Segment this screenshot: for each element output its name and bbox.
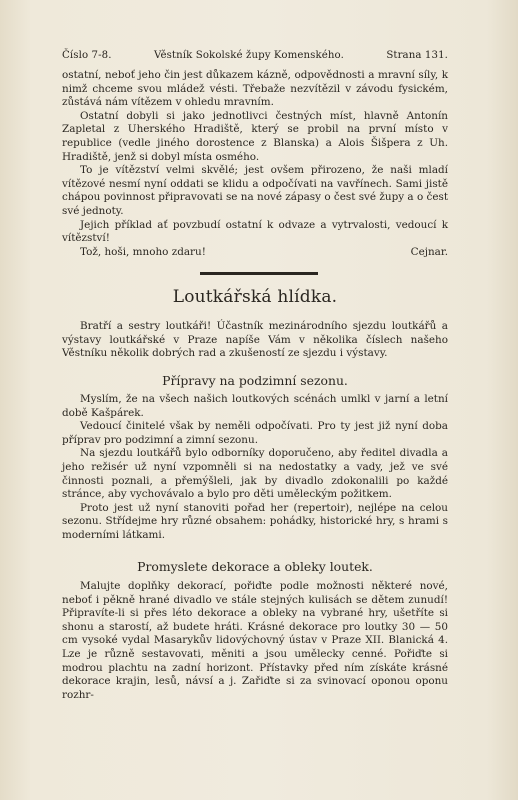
article-title: Loutkářská hlídka. xyxy=(172,287,338,307)
paragraph: To je vítězství velmi skvělé; jest ovšem přirozeno, že naši mladí vítězové nesmí nyní oddati se klidu a odpočívati na vavřínech. Sami jistě chápou povinnost připravovati se na nové zápasy o čest své župy a o čest své jednoty. xyxy=(62,164,448,217)
paragraph: Na sjezdu loutkářů bylo odborníky doporučeno, aby ředitel divadla a jeho režisér už nyní vzpomněli si na nedostatky a vady, jež ve své činnosti poznali, a přemýšleli, jak by divadlo zdokonalili po každé stránce, aby vychovávalo a bylo pro děti uměleckým požitkem. xyxy=(62,447,448,501)
section-1-body xyxy=(62,393,448,543)
closing-line xyxy=(62,246,448,260)
journal-name: Věstník Sokolské župy Komenského. xyxy=(153,50,344,61)
section-2-body xyxy=(62,580,448,702)
section-divider xyxy=(200,272,318,275)
paragraph: Myslím, že na všech našich loutkových scénách umlkl v jarní a letní době Kašpárek. xyxy=(62,393,448,419)
top-section xyxy=(62,69,448,259)
paragraph: Ostatní dobyli si jako jednotlivci čestných míst, hlavně Antonín Zapletal z Uherského Hradiště, který se probil na první místo v republice (vedle jiného dorostence z Blanska) a Alois Šišpera z Uh. Hradiště, jenž si dobyl místa osmého. xyxy=(62,109,448,163)
section-heading-2: Promyslete dekorace a obleky loutek. xyxy=(137,559,373,574)
author-signature: Cejnar. xyxy=(410,245,448,258)
closing-text: Tož, hoši, mnoho zdaru! xyxy=(80,245,206,258)
paragraph: Vedoucí činitelé však by neměli odpočívati. Pro ty jest již nyní doba příprav pro podzimní a zimní sezonu. xyxy=(62,420,448,446)
paragraph: Bratří a sestry loutkáři! Účastník mezinárodního sjezdu loutkářů a výstavy loutkářské v Praze napíše Vám v několika číslech našeho Věstníku několik dobrých rad a zkušeností ze sjezdu i výstavy. xyxy=(62,320,448,360)
issue-number: Číslo 7-8. xyxy=(62,50,112,61)
paragraph: ostatní, neboť jeho čin jest důkazem kázně, odpovědnosti a mravní síly, k nimž chceme svou mládež vésti. Třebaže nezvítězil v závodu fysickém, zůstává nám vítězem v ohledu mravním. xyxy=(62,69,448,109)
paragraph: Malujte doplňky dekorací, pořiďte podle možnosti některé nové, neboť i pěkně hrané divadlo ve stále stejných kulisách se dětem zunudí! Připravíte-li si přes léto dekorace a obleky na vybrané hry, ušetříte si shonu a starostí, až budete hráti. Krásné dekorace pro loutky 30 — 50 cm vysoké vydal Masarykův lidovýchovný ústav v Praze XII. Blanická 4. Lze je různě sestavovati, měniti a jsou umělecky cenné. Pořiďte si modrou plachtu na zadní horizont. Přístavky před ním získáte krásné dekorace krajin, lesů, návsí a j. Zařiďte si za svinovací oponou oponu rozhr- xyxy=(62,580,448,701)
section-heading-1: Přípravy na podzimní sezonu. xyxy=(162,373,348,388)
page-header xyxy=(62,50,448,61)
page-number: Strana 131. xyxy=(386,50,448,61)
article-intro xyxy=(62,320,448,361)
paragraph: Jejich příklad ať povzbudí ostatní k odvaze a vytrvalosti, vedoucí k vítězství! xyxy=(62,218,448,245)
paragraph: Proto jest už nyní stanoviti pořad her (repertoir), nejlépe na celou sezonu. Střídejme hry různé obsahem: pohádky, historické hry, s hrami s moderními látkami. xyxy=(62,501,448,541)
